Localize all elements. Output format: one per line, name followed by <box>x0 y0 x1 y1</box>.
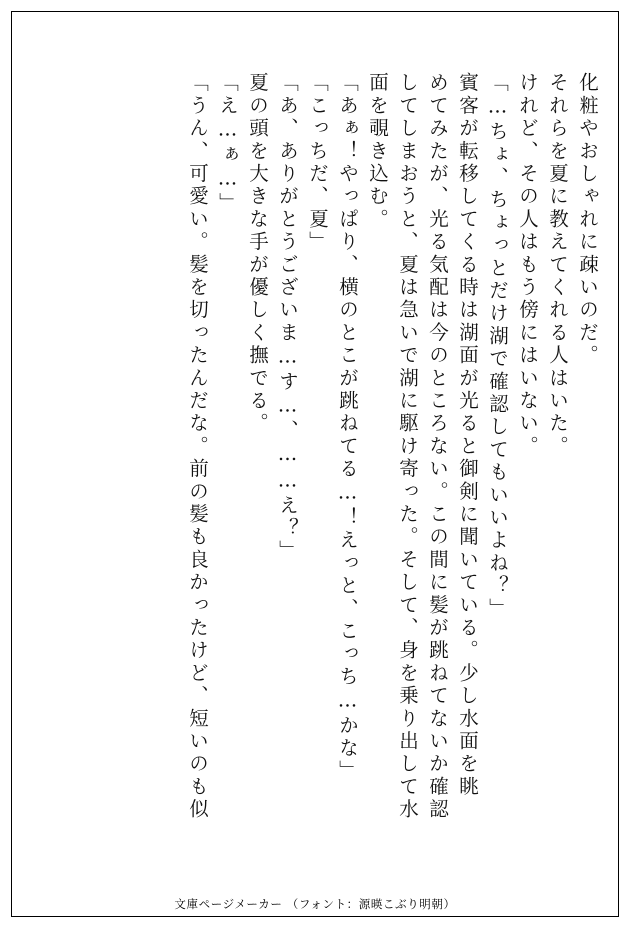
text-line: 「あ、ありがとうございま…す…、……え？」 <box>276 72 299 563</box>
text-line: 「…ちょ、ちょっとだけ湖で確認してもいいよね？」 <box>486 72 509 621</box>
text-line: 面を覗き込む。 <box>366 72 389 231</box>
text-line: 夏の頭を大きな手が優しく撫でる。 <box>246 72 269 436</box>
text-line: けれど、その人はもう傍にはいない。 <box>516 72 539 458</box>
text-line: それらを夏に教えてくれる人はいた。 <box>546 72 569 458</box>
text-line: めてみたが、光る気配は今のところない。この間に髪が跳ねてないか確認 <box>426 72 449 822</box>
text-line: 賓客が転移してくる時は湖面が光ると御剣に聞いている。少し水面を眺 <box>456 72 479 799</box>
text-line: 「こっちだ、夏」 <box>306 72 329 254</box>
text-line: してしまおうと、夏は急いで湖に駆け寄った。そして、身を乗り出して水 <box>396 72 419 822</box>
text-line: 化粧やおしゃれに疎いのだ。 <box>576 72 599 368</box>
text-line: 「あぁ！やっぱり、横のとこが跳ねてる…！えっと、こっち…かな」 <box>336 72 359 783</box>
text-line: 「うん、可愛い。髪を切ったんだな。前の髪も良かったけど、短いのも似 <box>186 72 209 822</box>
footer-credit: 文庫ページメーカー （フォント：源暎こぶり明朝） <box>174 897 456 911</box>
vertical-text-body <box>28 72 602 832</box>
text-line: 「え…ぁ…」 <box>216 72 239 216</box>
